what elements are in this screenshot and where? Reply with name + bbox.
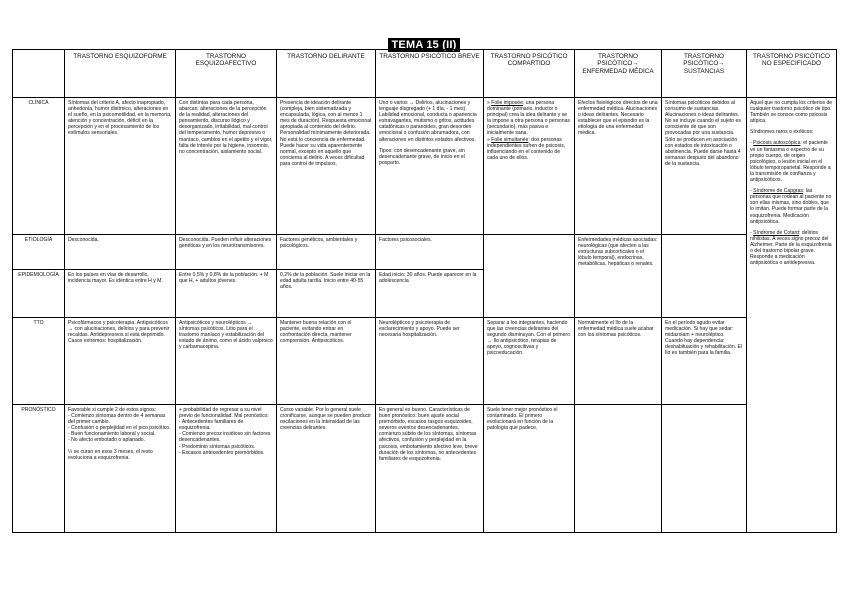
col-header-sustancias: TRASTORNO PSICÓTICO→ SUSTANCIAS: [662, 50, 747, 98]
row-header-clinica: CLÍNICA: [13, 98, 65, 235]
noesp-s2-label: Síndrome de Capgras: [753, 188, 803, 195]
cell-clinica-esquizoafectivo: Con distintas para cada persona, abarcan: alteraciones de la percepción de la realidad, alteraciones del pensamiento, discurso ilógico y desorganizado, irritabilidad, mal control del temperamento, humor depresivo o maníaco, cambios en el apetito y el vigor, falta de interés por la higiene, insomnio, no concentración, aislamiento social.: [176, 98, 277, 235]
folie-imposee-label: Folie imposée: [491, 100, 523, 106]
pron-esquizoafectivo-item: - Predominio síntomas psicóticos.: [179, 443, 256, 450]
cell-tto-sustancias: En el período agudo evitar medicación. Si hay que sedar: midazolam + neuroléptico. Cuando hay dependencia: deshabituación y rehabilitación. El Ilo es también para la familia.: [662, 318, 747, 405]
cell-epid-esquizoafectivo: Entre 0,5% y 0,8% de la población. + M que H, + adultos jóvenes.: [176, 270, 277, 318]
header-row: [13, 50, 837, 98]
row-header-tto: TTO: [13, 318, 65, 405]
cell-pron-esquizoafectivo: [176, 405, 277, 533]
cell-clinica-breve: [376, 98, 484, 235]
noesp-s1-text: : el paciente ve un fantasma o espectro de su propio cuerpo, de origen psicológico, o lesión inicial en el lóbulo temporoparietal. Responde a la transmisión de confianza y antipsicóticos.: [750, 140, 831, 184]
noesp-s1-label: Psicosis autoscópica: [753, 140, 801, 147]
row-tto: [13, 318, 837, 405]
page-title: TEMA 15 (II): [388, 38, 461, 52]
pron-esquizoforme-item: - Buen funcionamiento laboral y social.: [68, 431, 156, 438]
cell-etiologia-breve: Factores psicosociales.: [376, 235, 484, 270]
cell-epid-delirante: 0,2% de la población. Suele iniciar en la edad adulta tardía. Inicio entre 40-55 años.: [277, 270, 376, 318]
pron-esquizoforme-item: - No afecto embotado o aplanado.: [68, 437, 146, 444]
cell-etiologia-medica: Enfermedades médicas asociadas: neurológicas (que afecten a las estructuras subcorticales o el lóbulo temporal), endocrinas, metabólicas, hepáticas o renales.: [575, 235, 662, 318]
row-header-etiologia: ETIOLOGÍA: [13, 235, 65, 270]
cell-tto-medica: Normalmente el Ilo de la enfermedad médica suele acabar con los síntomas psicóticos.: [575, 318, 662, 405]
row-header-pronostico: PRONÓSTICO: [13, 405, 65, 533]
cell-clinica-medica: Efectos fisiológicos directos de una enfermedad médica. Alucinaciones o ideas delirantes. Necesario establecer que el episodio es la etiología de una enfermedad médica.: [575, 98, 662, 235]
col-header-esquizoforme: TRASTORNO ESQUIZOFORME: [65, 50, 176, 98]
pron-esquizoforme-outro: ½ se curan en esos 3 meses, el resto evoluciona a esquizofrenia.: [68, 448, 153, 461]
cell-pron-compartido: Suele tener mejor pronóstico el contaminado. El primero evolucionará en función de la patología que padece.: [484, 405, 575, 533]
noesp-s3-text: : delirios nihilistas. A veces signo precoz del Alzheimer. Parte de la esquizofrenia o del trastorno bipolar grave. Responde a medicación antipsicótica o antidepresiva.: [750, 229, 832, 267]
folie-simultanee-text: : dos personas independientes sufren de psicosis, influenciando en el contenido de cada uno de ellos.: [487, 136, 566, 161]
folie-imposee-text: : una persona dominante (primario, inductor o principal) crea la idea delirante y se la impone a otra persona o personas (secundario), más pasiva e inicialmente sana.: [487, 100, 570, 137]
cell-clinica-delirante: Presencia de ideación delirante (compleja, bien sistematizada y encapsulada, lógica, con al menos 1 mes de duración). Respuesta emocional apropiada al contenido del delirio. Personalidad mínimamente deteriorada. No está lo conciencia de enfermedad. Puede hacer su vida aparentemente normal, excepto en aquello que concierna al delirio. A veces dificultad para control de impulsos.: [277, 98, 376, 235]
col-header-delirante: TRASTORNO DELIRANTE: [277, 50, 376, 98]
clinica-breve-text: Uno o varios → Delirios, alucinaciones y lenguaje disgregado (+ 1 día, - 1 mes). Labilidad emocional, conducta o apariencia extravagantes, mutismo o gritos, actitudes catatónicas o paranoides, gran desorden emocional o confusión abrumadora, con alteraciones en distintos estados afectivos.: [379, 100, 477, 143]
cell-tto-delirante: Mantener buena relación con el paciente, evitando entrar en confrontación directa, mantener comprensión. Antipsicóticos.: [277, 318, 376, 405]
cell-pron-medica: [575, 405, 662, 533]
cell-pron-breve: En general es bueno. Características de buen pronóstico: buen ajuste social premórbido, escasos rasgos esquizoides, severos eventos desencadenantes, comienzo súbito de los síntomas, síntomas afectivos, confusión y perplejidad en la psicosis, embotamiento afectivo leve, breve duración de los síntomas, no antecedentes familiares de esquizofrenia.: [376, 405, 484, 533]
cell-clinica-esquizoforme: Síntomas del criterio A, afecto inapropiado, anhedonía, humor distímico, alteraciones en el sueño, en la psicomotilidad, en la memoria, atención y concentración, déficit en la percepción y en el procesamiento de los estímulos sensoriales.: [65, 98, 176, 235]
col-header-noespecificado: TRASTORNO PSICÓTICO NO ESPECIFICADO: [747, 50, 837, 98]
header-corner: [13, 50, 65, 98]
noesp-raros: Síndromes raros o exóticos:: [750, 129, 814, 136]
col-header-esquizoafectivo: TRASTORNO ESQUIZOAFECTIVO: [176, 50, 277, 98]
col-header-medica: TRASTORNO PSICÓTICO→ ENFERMEDAD MÉDICA: [575, 50, 662, 98]
pron-esquizoforme-intro: Favorable si cumple 2 de estos signos:: [68, 407, 157, 413]
cell-pron-delirante: Curso variable. Por lo general suele cronificarse, aunque se pueden producir oscilaciones en la intensidad de las creencias delirantes.: [277, 405, 376, 533]
pron-esquizoafectivo-item: - Escasos antecedentes premórbidos.: [179, 449, 265, 456]
row-pronostico: [13, 405, 837, 533]
col-header-compartido: TRASTORNO PSICÓTICO COMPARTIDO: [484, 50, 575, 98]
cell-epid-esquizoforme: En los países en vías de desarrollo, incidencia mayor. Es idéntica entre H y M.: [65, 270, 176, 318]
row-clinica: [13, 98, 837, 235]
cell-epid-breve: Edad inicio: 30 años. Puede aparecer en la adolescencia: [376, 270, 484, 318]
col-header-breve: TRASTORNO PSICÓTICO BREVE: [376, 50, 484, 98]
clinica-breve-tipos: Tipos: con desencadenante grave, sin desencadenante grave, de inicio en el posparto.: [379, 147, 465, 166]
cell-noespecificado: Aquel que no cumpla los criterios de cualquier trastorno psicótico de tipo. También se conoce como psicosis atípica. Síndromes raros o exóticos: - Psicosis autoscópica: el paciente ve un fantasma o espectro de su propio cuerpo, de origen psicológico, o lesión inicial en el lóbulo temporoparietal. Responde a la transmisión de confianza y antipsicóticos. - Síndrome de Capgras: las personas que rodean al paciente no son ellas mismas, sino dobles, que lo imitan. Puede formar parte de la esquizofrenia. Medicación antipsicótica. - Síndrome de Cotard: delirios nihilistas. A veces signo precoz del Alzheimer. Parte de la esquizofrenia o del trastorno bipolar grave. Responde a medicación antipsicótica o antidepresiva.: [747, 98, 837, 533]
cell-pron-esquizoforme: [65, 405, 176, 533]
cell-pron-sustancias: [662, 405, 747, 533]
noesp-s3-label: Síndrome de Cotard: [753, 229, 799, 236]
cell-tto-breve: Neurolépticos y psicoterapia de esclarecimiento y apoyo. Puede ser necesaria hospitalización.: [376, 318, 484, 405]
cell-clinica-compartido: » Folie imposée: una persona dominante (primario, inductor o principal) crea la idea delirante y se la impone a otra persona o personas (secundario), más pasiva e inicialmente sana. » Folie simultanée: dos personas independientes sufren de psicosis, influenciando en el contenido de cada uno de ellos.: [484, 98, 575, 235]
cell-tto-esquizoafectivo: Antipsicóticos y neurolépticos → síntomas psicóticos. Litio para el trastorno maníaco y estabilización del estado de ánimo, como el ácido valproico y carbamacepina.: [176, 318, 277, 405]
pron-esquizoafectivo-item: - Antecedentes familiares de esquizofrenia.: [179, 419, 244, 432]
cell-clinica-sustancias: Síntomas psicóticos debidos al consumo de sustancias. Alucinaciones o ideas delirantes. No se incluye cuando el sujeto es consciente de que son provocadas por una sustancia. Sólo se producen en asociación con estados de intoxicación o abstinencia. Puede darse hasta 4 semanas después del abandono de la sustancia.: [662, 98, 747, 235]
row-etiologia: [13, 235, 837, 270]
cell-tto-esquizoforme: Psicofármacos y psicoterapia. Antipsicóticos → con alucinaciones, delirios y para prevenir recaídas. Antidepresivos si está deprimido. Casos extremos: hospitalización.: [65, 318, 176, 405]
cell-etiologia-delirante: Factores genéticos, ambientales y psicológicos.: [277, 235, 376, 270]
noesp-intro: Aquel que no cumpla los criterios de cualquier trastorno psicótico de tipo. También se conoce como psicosis atípica.: [750, 100, 833, 125]
folie-simultanee-label: Folie simultanée: [491, 136, 529, 143]
pron-esquizoforme-item: - Confusión o perplejidad en el pico psicótico.: [68, 425, 171, 432]
comparison-table: [12, 49, 837, 533]
noesp-s2-text: : las personas que rodean al paciente no son ellas mismas, sino dobles, que lo imitan. Puede formar parte de la esquizofrenia. Medicación antipsicótica.: [750, 188, 832, 225]
pron-esquizoafectivo-item: - Comienzo precoz insidioso sin factores desencadenantes.: [179, 431, 271, 444]
cell-etiologia-sustancias: [662, 235, 747, 318]
pron-esquizoforme-item: - Comienzo síntomas dentro de 4 semanas del primer cambio.: [68, 413, 166, 426]
cell-etiologia-esquizoforme: Desconocida.: [65, 235, 176, 270]
cell-etiologia-compartido: [484, 235, 575, 318]
cell-tto-compartido: Separar a los integrantes, haciendo que las creencias delirantes del segundo disminuyan. Con el primero → Ilo antipsicótico, terapias de apoyo, cognoscitivas y psicoeducación.: [484, 318, 575, 405]
row-header-epidemiologia: EPIDEMIOLOGÍA: [13, 270, 65, 318]
pron-esquizoafectivo-intro: + probabilidad de regresar a su nivel previo de funcionalidad. Mal pronóstico:: [179, 407, 269, 420]
cell-etiologia-esquizoafectivo: Desconocida. Pueden influir alteraciones genéticas y en los neurotransmisores.: [176, 235, 277, 270]
